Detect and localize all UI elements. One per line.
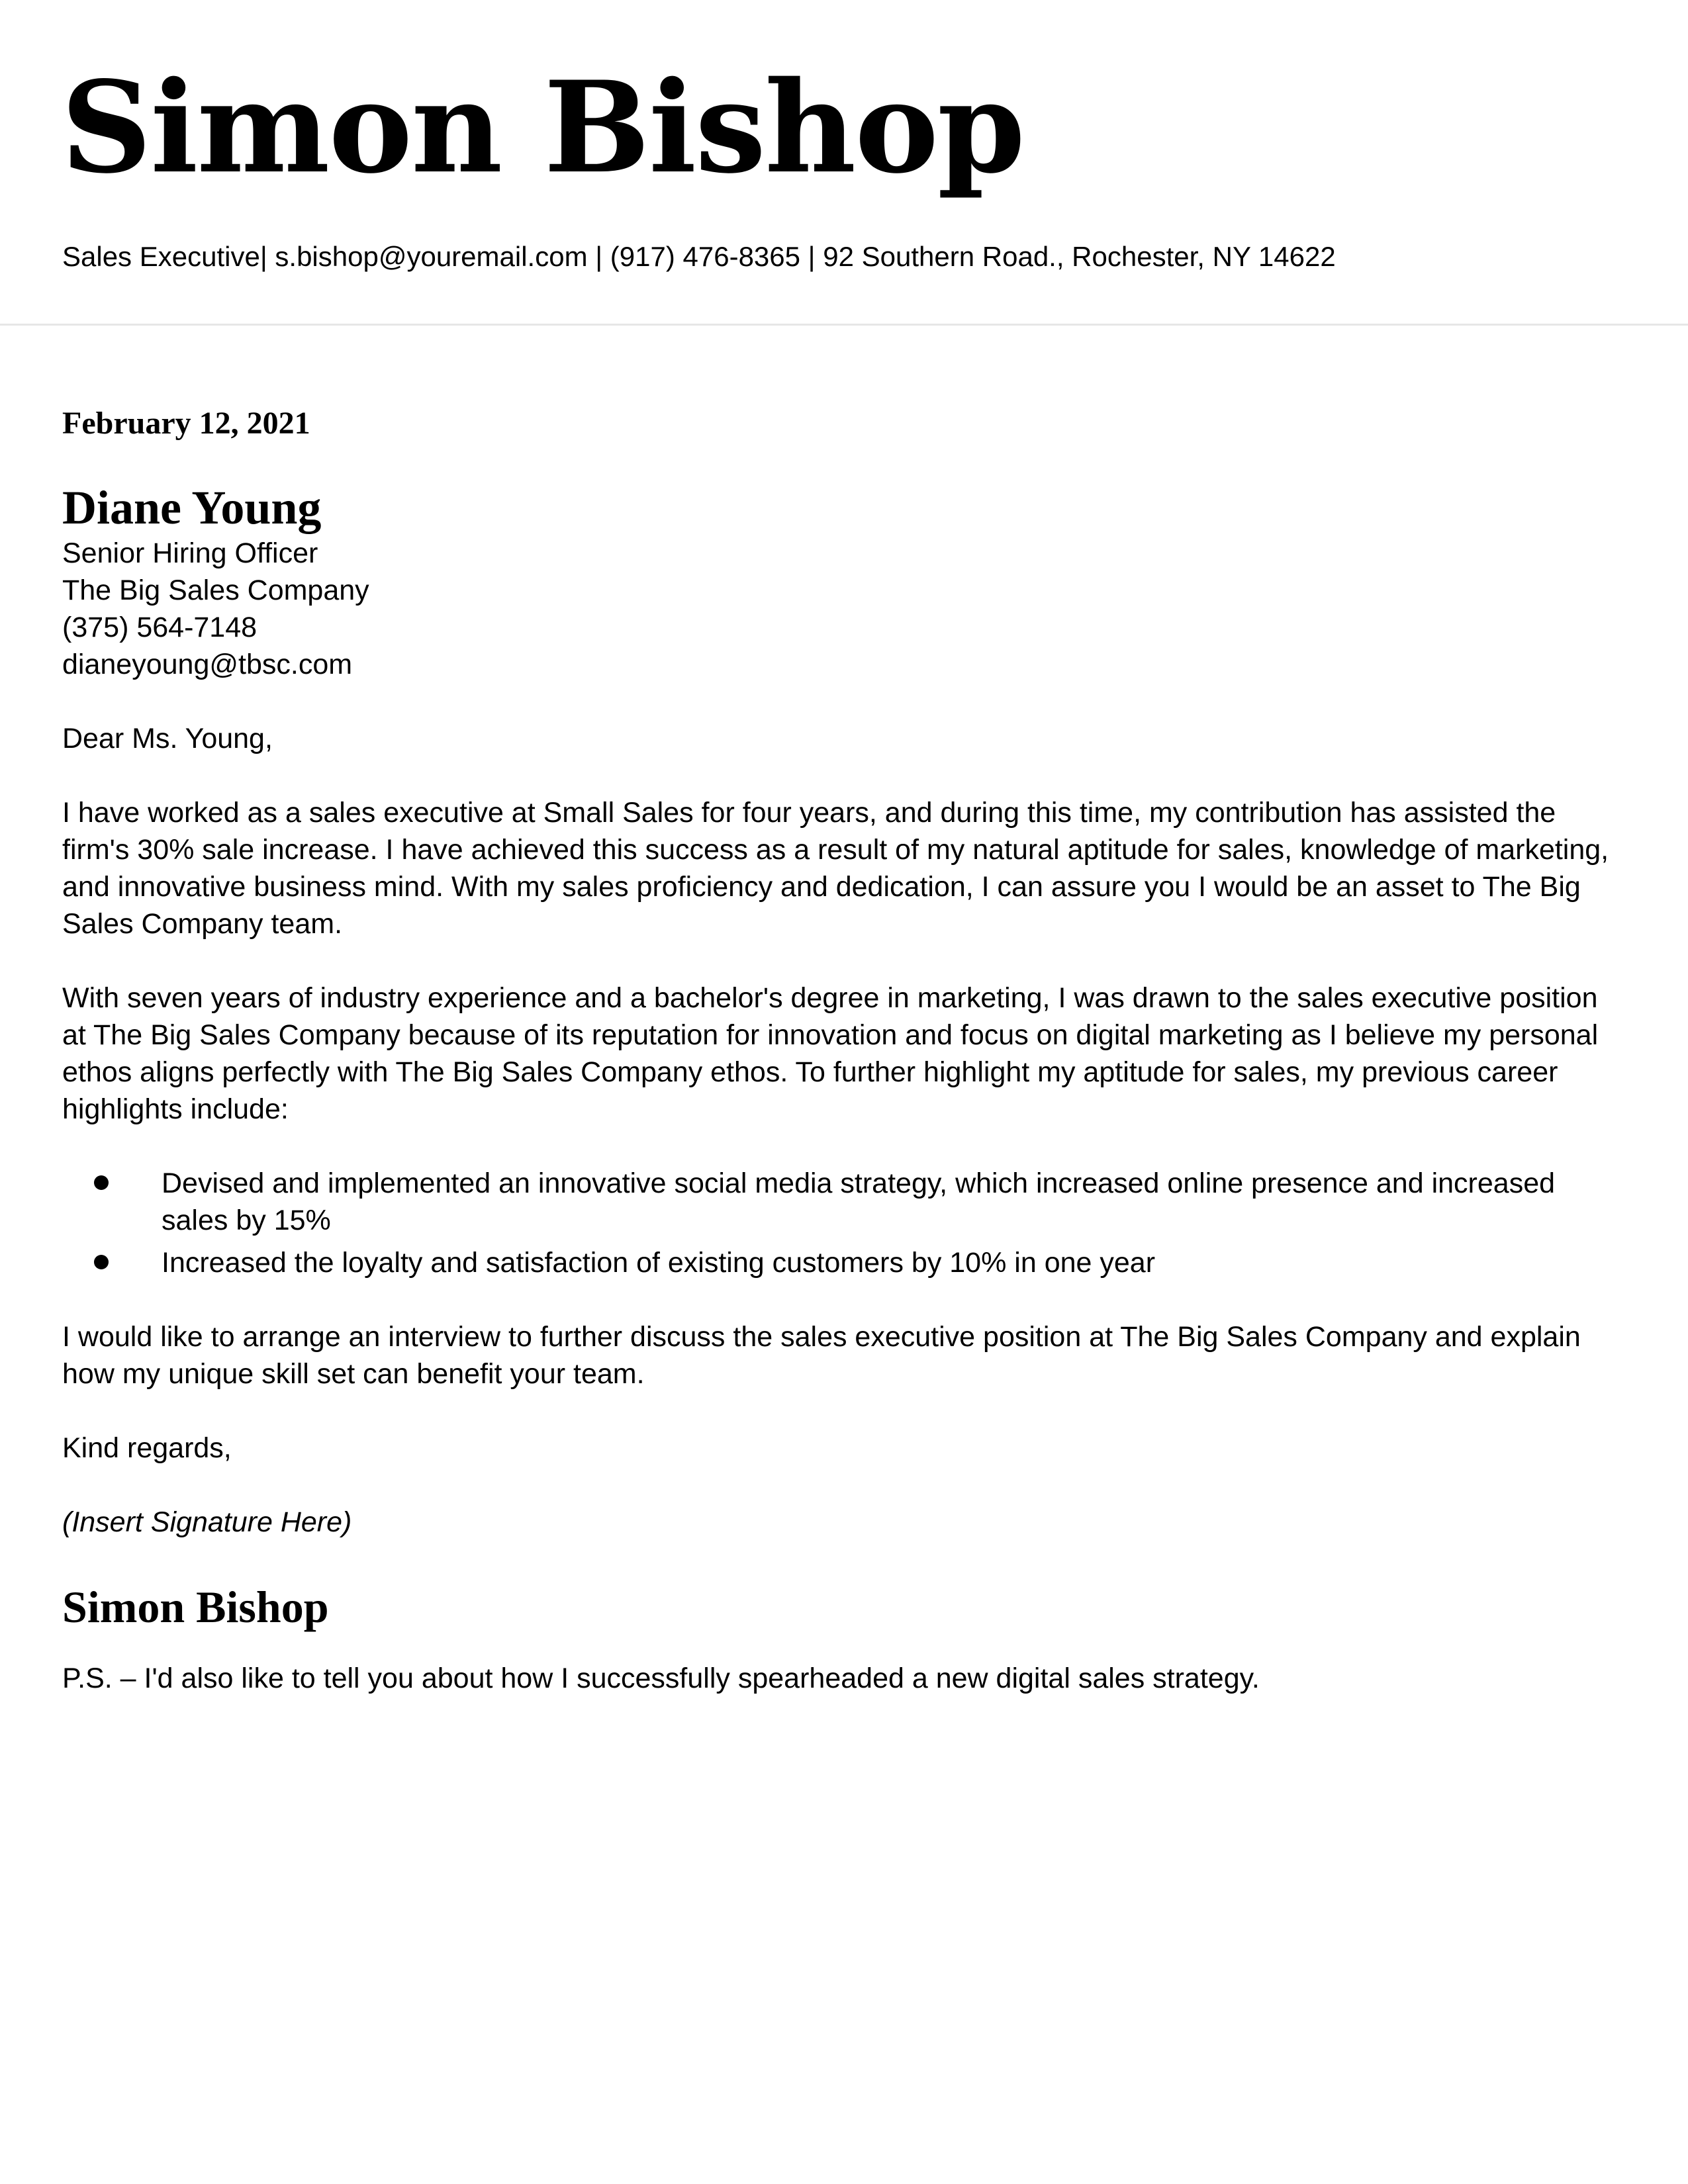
salutation: Dear Ms. Young, [62, 723, 273, 754]
bullet-icon [94, 1255, 109, 1269]
letter-body [62, 404, 1624, 1697]
recipient-email: dianeyoung@tbsc.com [62, 649, 353, 680]
highlight-text: Increased the loyalty and satisfaction of existing customers by 10% in one year [162, 1247, 1156, 1279]
bullet-icon [94, 1175, 109, 1190]
closing-paragraph: I would like to arrange an interview to further discuss the sales executive position at The Big Sales Company and explain how my unique skill set can benefit your team. [62, 1321, 1581, 1390]
list-item [62, 1244, 1624, 1281]
body-paragraph-1: I have worked as a sales executive at Small Sales for four years, and during this time, my contribution has assisted the firm's 30% sale increase. I have achieved this success as a result of my natural aptitude for sales, knowledge of marketing, and innovative business mind. With my sales proficiency and dedication, I can assure you I would be an asset to The Big Sales Company team. [62, 797, 1609, 940]
contact-line: Sales Executive| s.bishop@youremail.com | (917) 476-8365 | 92 Southern Road., Rochester, NY 14622 [62, 241, 1336, 272]
highlight-text: Devised and implemented an innovative social media strategy, which increased online presence and increased sales by 15% [162, 1167, 1556, 1236]
career-highlights-list [62, 1165, 1624, 1281]
recipient-details [62, 535, 1624, 683]
list-item [62, 1165, 1624, 1239]
postscript: P.S. – I'd also like to tell you about how I successfully spearheaded a new digital sales strategy. [62, 1662, 1260, 1694]
recipient-name: Diane Young [62, 481, 322, 534]
letter-header [0, 0, 1688, 326]
signature-placeholder: (Insert Signature Here) [62, 1506, 352, 1538]
sender-name-signoff: Simon Bishop [62, 1582, 329, 1632]
recipient-title: Senior Hiring Officer [62, 537, 318, 569]
recipient-company: The Big Sales Company [62, 574, 369, 606]
sign-off: Kind regards, [62, 1432, 232, 1464]
letter-date: February 12, 2021 [62, 406, 310, 441]
body-paragraph-2: With seven years of industry experience and a bachelor's degree in marketing, I was drawn to the sales executive position at The Big Sales Company because of its reputation for innovation and focus on digital marketing as I believe my personal ethos aligns perfectly with The Big Sales Company ethos. To further highlight my aptitude for sales, my previous career highlights include: [62, 982, 1599, 1125]
sender-name-heading: Simon Bishop [61, 54, 1024, 201]
recipient-phone: (375) 564-7148 [62, 612, 258, 643]
